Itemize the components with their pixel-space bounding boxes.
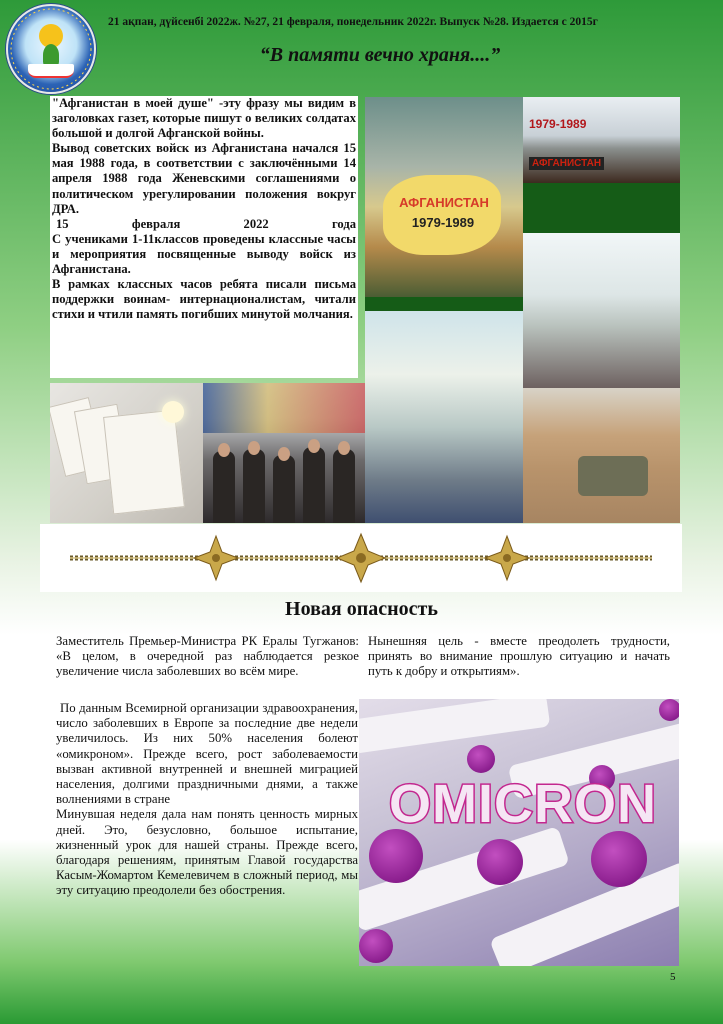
paragraph: Заместитель Премьер-Министра РК Ералы Тугжанов: «В целом, в очередной раз наблюдается резкое увеличение числа заболевших во всём мире. — [56, 634, 359, 679]
paragraph: Нынешняя цель - вместе преодолеть трудности, принять во внимание прошлую ситуацию и начать путь к добру и открытиям». — [368, 634, 670, 679]
face — [308, 439, 320, 453]
paragraph: Минувшая неделя дала нам понять ценность мирных дней. Это, безусловно, большое испытание, жизненный урок для нашей страны. Прежде всего, благодаря решениям, принятым Главой государства Касым-Жомартом Кемелевичем в сложный период, мы эту ситуацию преодолели без обострения. — [56, 807, 358, 898]
virus-icon — [477, 839, 523, 885]
test-strip — [359, 699, 550, 755]
banner-label: АФГАНИСТАН — [529, 157, 604, 170]
collage-map-years: 1979-1989 — [411, 215, 475, 230]
omicron-illustration — [359, 699, 679, 966]
classroom-photo — [523, 233, 680, 388]
face — [278, 447, 290, 461]
virus-icon — [359, 929, 393, 963]
virus-icon — [369, 829, 423, 883]
person-figure — [273, 455, 295, 523]
person-figure — [303, 447, 325, 523]
collage-map-country: АФГАНИСТАН — [399, 195, 489, 210]
paragraph: Вывод советских войск из Афганистана начался 15 мая 1988 года, в соответствии с заключёнными 14 апреля 1988 года Женевскими соглашениями о политическом урегулировании положения вокруг ДРА. — [52, 141, 356, 216]
section-title: Новая опасность — [285, 598, 438, 620]
article-afghanistan-text — [50, 96, 358, 378]
afghanistan-memorial-collage — [365, 97, 523, 297]
ornament-divider-icon — [40, 524, 682, 592]
virus-icon — [467, 745, 495, 773]
decorative-divider — [40, 524, 682, 592]
logo-ring-icon — [8, 6, 94, 92]
masthead-issue-line: 21 ақпан, дүйсенбі 2022ж. №27, 21 февраля, понедельник 2022г. Выпуск №28. Издается с 2015г — [108, 16, 598, 28]
armored-vehicle-icon — [578, 456, 648, 496]
quote-right-column — [368, 634, 670, 680]
veterans-group-photo — [203, 383, 365, 523]
article-omicron-text — [56, 701, 358, 899]
virus-icon — [659, 699, 679, 721]
troops-desert-photo — [523, 388, 680, 523]
paragraph: С учениками 1-11классов проведены классные часы и мероприятия посвященные выводу войск из Афганистана. — [52, 231, 356, 277]
candle-icon — [162, 401, 184, 423]
letter-card — [103, 410, 185, 515]
school-logo — [6, 4, 96, 94]
face — [218, 443, 230, 457]
paragraph: 15 февраля 2022 года — [56, 216, 356, 231]
paragraph: В рамках классных часов ребята писали письма поддержки воинам- интернационалистам, читали стихи и чтили память погибших минутой молчания. — [52, 277, 356, 322]
letters-candle-photo — [50, 383, 203, 523]
virus-icon — [591, 831, 647, 887]
page-number: 5 — [670, 971, 676, 983]
face — [338, 441, 350, 455]
banner-years: 1979-1989 — [529, 117, 587, 131]
paragraph: "Афганистан в моей душе" -эту фразу мы видим в заголовках газет, которые пишут о великих солдатах большой и долгой Афганской войны. — [52, 96, 356, 141]
collage-frame — [523, 183, 680, 233]
stage-banner — [203, 383, 365, 433]
page-headline: “В памяти вечно храня....” — [259, 44, 501, 66]
person-figure — [333, 449, 355, 523]
classroom-students-photo — [365, 311, 523, 523]
person-figure — [213, 451, 235, 523]
war-photo-banner — [523, 97, 680, 183]
quote-left-column — [56, 634, 359, 680]
collage-frame — [365, 297, 523, 311]
person-figure — [243, 449, 265, 523]
face — [248, 441, 260, 455]
paragraph: По данным Всемирной организации здравоохранения, число заболевших в Европе за последние две недели увеличилось. Из них 50% населения болеют «омикроном». Прежде всего, рост заболеваемости вызван активной внутренней и внешней миграцией населения, долгими праздничными днями, а также волнениями в стране — [56, 701, 358, 807]
omicron-title: OMICRON — [389, 774, 657, 834]
